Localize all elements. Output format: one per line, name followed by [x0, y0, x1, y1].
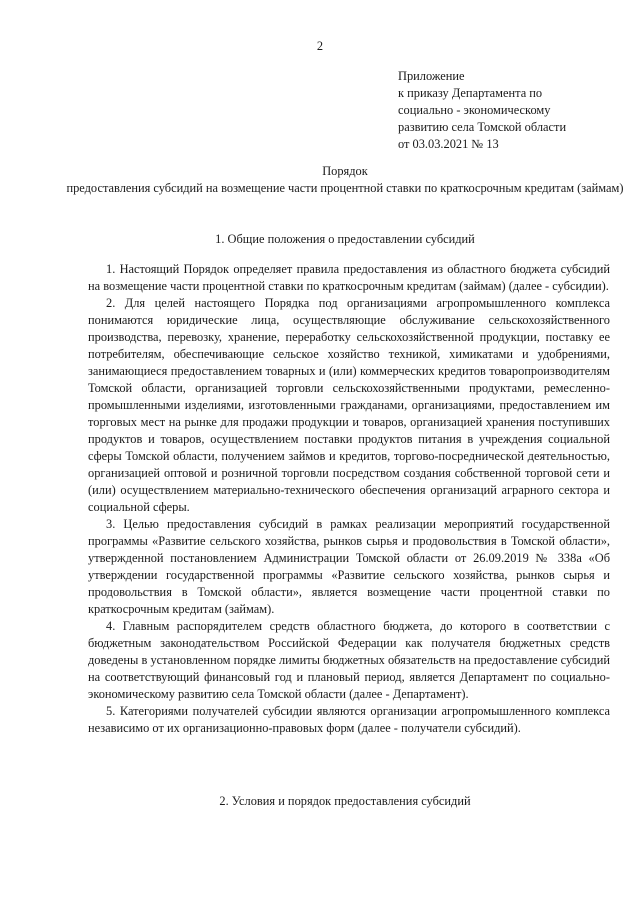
- page-number: 2: [316, 39, 324, 53]
- document-title: Порядок: [322, 164, 368, 178]
- appendix-line: социально - экономическому: [398, 103, 551, 117]
- appendix-line: Приложение: [398, 69, 465, 83]
- appendix-block: [398, 68, 628, 153]
- appendix-line: развитию села Томской области: [398, 120, 567, 134]
- document-title-block: [60, 163, 630, 197]
- document-subtitle: предоставления субсидий на возмещение части процентной ставки по краткосрочным кредитам (займам): [66, 181, 624, 195]
- section-heading-2: 2. Условия и порядок предоставления субсидий: [219, 794, 471, 808]
- section-heading-1: 1. Общие положения о предоставлении субсидий: [215, 232, 475, 246]
- paragraph: 5. Категориями получателей субсидии являются организации агропромышленного комплекса независимо от их организационно-правовых форм (далее - получатели субсидий).: [88, 704, 610, 735]
- paragraph: 1. Настоящий Порядок определяет правила предоставления из областного бюджета субсидий на возмещение части процентной ставки по краткосрочным кредитам (займам) (далее - субсидии).: [88, 262, 610, 293]
- body-text: [88, 261, 610, 737]
- paragraph: 2. Для целей настоящего Порядка под организациями агропромышленного комплекса понимаются юридические лица, осуществляющие обслуживание сельскохозяйственного производства, перевозку, хранение, переработку сельскохозяйственной продукции, поставку ее потребителям, обеспечивающие сельское хозяйство техникой, химикатами и удобрениями, занимающиеся предоставлением товарных и (или) коммерческих кредитов товаропроизводителям Томской области, организацией торговли сельскохозяйственными продуктами, ремесленно-промышленными изделиями, изготовленными гражданами, организациями, предоставлением им торговых мест на рынке для продажи продукции и товаров, организацией хранения поступивших продуктов и товаров, осуществлением поставки продуктов питания в учреждения социальной сферы Томской области, получением займов и кредитов, торгово-посреднической деятельностью, организацией оптовой и розничной торговли посредством создания собственной торговой сети и (или) осуществлением материально-технического обеспечения организаций аграрного сектора и социальной сферы.: [88, 296, 610, 514]
- appendix-line: от 03.03.2021 № 13: [398, 137, 499, 151]
- paragraph: 4. Главным распорядителем средств областного бюджета, до которого в соответствии с бюджетным законодательством Российской Федерации как получателя бюджетных средств доведены в установленном порядке лимиты бюджетных обязательств на предоставление субсидий на соответствующий финансовый год и плановый период, является Департамент по социально-экономическому развитию села Томской области (далее - Департамент).: [88, 619, 610, 701]
- appendix-line: к приказу Департамента по: [398, 86, 543, 100]
- paragraph: 3. Целью предоставления субсидий в рамках реализации мероприятий государственной программы «Развитие сельского хозяйства, рынков сырья и продовольствия в Томской области», утвержденной постановлением Администрации Томской области от 26.09.2019 № 338а «Об утверждении государственной программы «Развитие сельского хозяйства, рынков сырья и продовольствия в Томской области», является возмещение части процентной ставки по краткосрочным кредитам (займам).: [88, 517, 610, 616]
